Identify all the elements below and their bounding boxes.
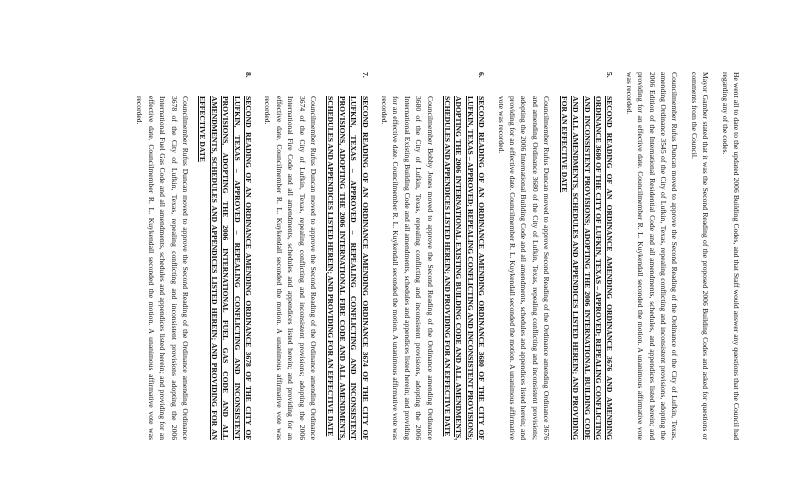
- item-heading: SECOND READING OF AN ORDINANCE AMENDING ORDINANCE 3680 OF THE CITY OF LUFKIN, TEXAS – APPROVED; REPEALING CONFLICTING AND INCONSISTENT PROVISIONS; ADOPTING THE 2006 INTERNATIONAL EXISTING BUILDING CODE AND ALL AMENDMENTS, SCHEDULES AND APPENDICES LISTED HEREIN; AND PROVIDING FOR AN EFFECTIVE DATE: [443, 96, 487, 440]
- agenda-item: [379, 72, 488, 440]
- item-number: 6.: [477, 72, 487, 78]
- item-heading: SECOND READING OF AN ORDINANCE AMENDING ORDINANCE 3678 OF THE CITY OF LUFKIN, TEXAS – APPROVED – REPEALING CONFLICTING AND INCONSISTENT PROVISIONS, ADOPTING THE 2006 INTERNATIONAL FUEL GAS CODE AND ALL AMENDMENTS, SCHEDULES AND APPENDICES LISTED HEREIN; AND PROVIDING FOR AN EFFECTIVE DATE: [198, 96, 253, 440]
- agenda-item: [262, 72, 371, 440]
- item-heading: SECOND READING OF AN ORDINANCE AMENDING ORDINANCE 3674 OF THE CITY OF LUFKIN, TEXAS – APPROVED – REPEALING CONFLICTING AND INCONSISTENT PROVISIONS, ADOPTING THE 2006 INTERNATIONAL FIRE CODE AND ALL AMENDMENTS, SCHEDULES AND APPENDICES LISTED HEREIN; AND PROVIDING FOR AN EFFECTIVE DATE: [326, 96, 370, 440]
- item-body: Councilmember Rufus Duncan moved to approve the Second Reading of the Ordinance amending Ordinance 3678 of the City of Lufkin, Texas, repealing conflicting and inconsistent provisions adopting the 2006 International Fuel Gas Code and all amendments, schedules and appendices listed herein; and providing for an effective date. Councilmember R. L. Kuykendall seconded the motion. A unanimous affirmative vote was recorded.: [135, 96, 190, 440]
- intro-paragraph: He went all to date to the updated 2006 Building Codes, and that Staff would answer any questions that the Council had regarding any of the codes.: [720, 72, 741, 440]
- item-body: Councilmember Rufus Duncan moved to approve Second Reading of the Ordinance amending Ordinance 3676 and amending Ordinance 3680 of the City of Lufkin, Texas, repealing conflicting and inconsistent provisions; adopting the 2006 International Building Code and all amendments, schedules and appendices listed herein; and providing for an effective date. Councilmember R. L. Kuykendall seconded the motion. A unanimous affirmative vote was recorded.: [496, 96, 552, 440]
- item-number: 8.: [243, 72, 253, 78]
- agenda-item: [495, 72, 615, 440]
- item-number: 7.: [360, 72, 370, 78]
- agenda-item: [134, 72, 254, 440]
- intro-paragraph: Councilmember Rufus Duncan moved to approve the Second Reading of the Ordinance of the City of Lufkin, Texas, amending Ordinance 3545 of the City of Lufkin, Texas, repealing conflicting and inconsistent provisions, adopting the 2006 Edition of the International Residential Code and all amendments, schedules, and appendices listed herein; and providing for an effective date. Councilmember R. L. Kuykendall seconded the motion. A unanimous affirmative vote was recorded.: [624, 72, 680, 440]
- item-body: Councilmember Rufus Duncan moved to approve the Second Reading of the Ordinance amending Ordinance 3674 of the City of Lufkin, Texas, repealing conflicting and inconsistent provisions; adopting the 2006 International Fire Code and all amendments, schedules and appendices listed herein; and providing for an effective date. Councilmember R. L. Kuykendall seconded the motion. A unanimous affirmative vote was recorded.: [263, 96, 318, 440]
- item-number: 5.: [605, 72, 615, 78]
- intro-paragraph: Mayor Gamber stated that it was the Second Reading of the proposed 2006 Building Codes and asked for questions or comments from the Council.: [689, 72, 711, 440]
- item-body: Councilmember Bobby Jones moved to approve the Second Reading of the Ordinance amending Ordinance 3680 of the City of Lufkin, Texas, repealing conflicting and inconsistent provisions, adopting the 2006 International Existing Building Code and all amendments, schedules and appendices listed herein; and providing for an effective date. Councilmember R. L. Kuykendall seconded the motion. A unanimous affirmative vote was recorded.: [380, 96, 435, 440]
- item-heading: SECOND READING OF AN ORDINANCE AMENDING ORDINANCE 3676 AND AMENDING ORDINANCE 3680 OF THE CITY OF LUFKIN, TEXAS – APPROVED; REPEALING CONFLICTING AND INCONSISTENT PROVISIONS; ADOPTING THE 2006 INTERNATIONAL BUILDING CODE AND ALL AMENDMENTS, SCHEDULES AND APPENDICES LISTED HEREIN; AND PROVIDING FOR AN EFFECTIVE DATE: [559, 96, 615, 440]
